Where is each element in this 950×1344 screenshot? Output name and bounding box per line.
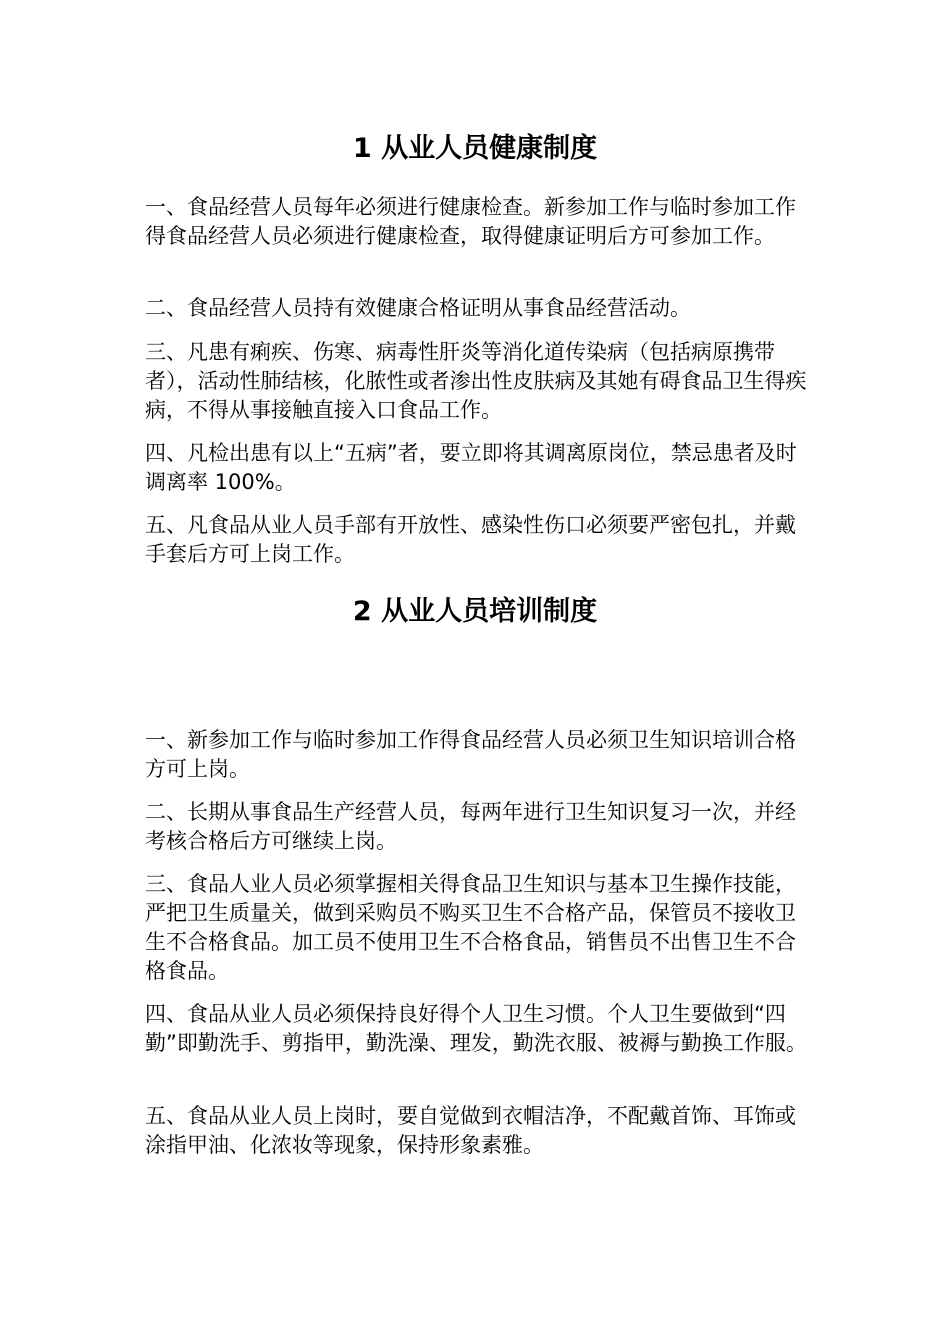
paragraph: 二、长期从事食品生产经营人员，每两年进行卫生知识复习一次，并经考核合格后方可继续上岗。 xyxy=(145,800,796,853)
paragraph: 一、食品经营人员每年必须进行健康检查。新参加工作与临时参加工作得食品经营人员必须进行健康检查，取得健康证明后方可参加工作。 xyxy=(145,195,796,248)
section-title-health: 1 从业人员健康制度 xyxy=(352,133,598,164)
section-title-training: 2 从业人员培训制度 xyxy=(352,596,598,627)
paragraph: 五、食品从业人员上岗时，要自觉做到衣帽洁净，不配戴首饰、耳饰或涂指甲油、化浓妆等现象，保持形象素雅。 xyxy=(145,1104,796,1157)
paragraph: 四、凡检出患有以上“五病”者，要立即将其调离原岗位，禁忌患者及时调离率 100%。 xyxy=(145,441,797,494)
paragraph: 一、新参加工作与临时参加工作得食品经营人员必须卫生知识培训合格方可上岗。 xyxy=(145,728,796,781)
paragraph: 三、凡患有痢疾、伤寒、病毒性肝炎等消化道传染病（包括病原携带者），活动性肺结核，化脓性或者渗出性皮肤病及其她有碍食品卫生得疾病，不得从事接触直接入口食品工作。 xyxy=(145,340,807,422)
paragraph: 三、食品人业人员必须掌握相关得食品卫生知识与基本卫生操作技能，严把卫生质量关，做到采购员不购买卫生不合格产品，保管员不接收卫生不合格食品。加工员不使用卫生不合格食品，销售员不出售卫生不合格食品。 xyxy=(145,872,796,983)
paragraph: 四、食品从业人员必须保持良好得个人卫生习惯。个人卫生要做到“四勤”即勤洗手、剪指甲，勤洗澡、理发，勤洗衣服、被褥与勤换工作服。 xyxy=(145,1002,807,1055)
paragraph: 五、凡食品从业人员手部有开放性、感染性伤口必须要严密包扎，并戴手套后方可上岗工作。 xyxy=(145,513,796,566)
paragraph: 二、食品经营人员持有效健康合格证明从事食品经营活动。 xyxy=(145,296,691,320)
